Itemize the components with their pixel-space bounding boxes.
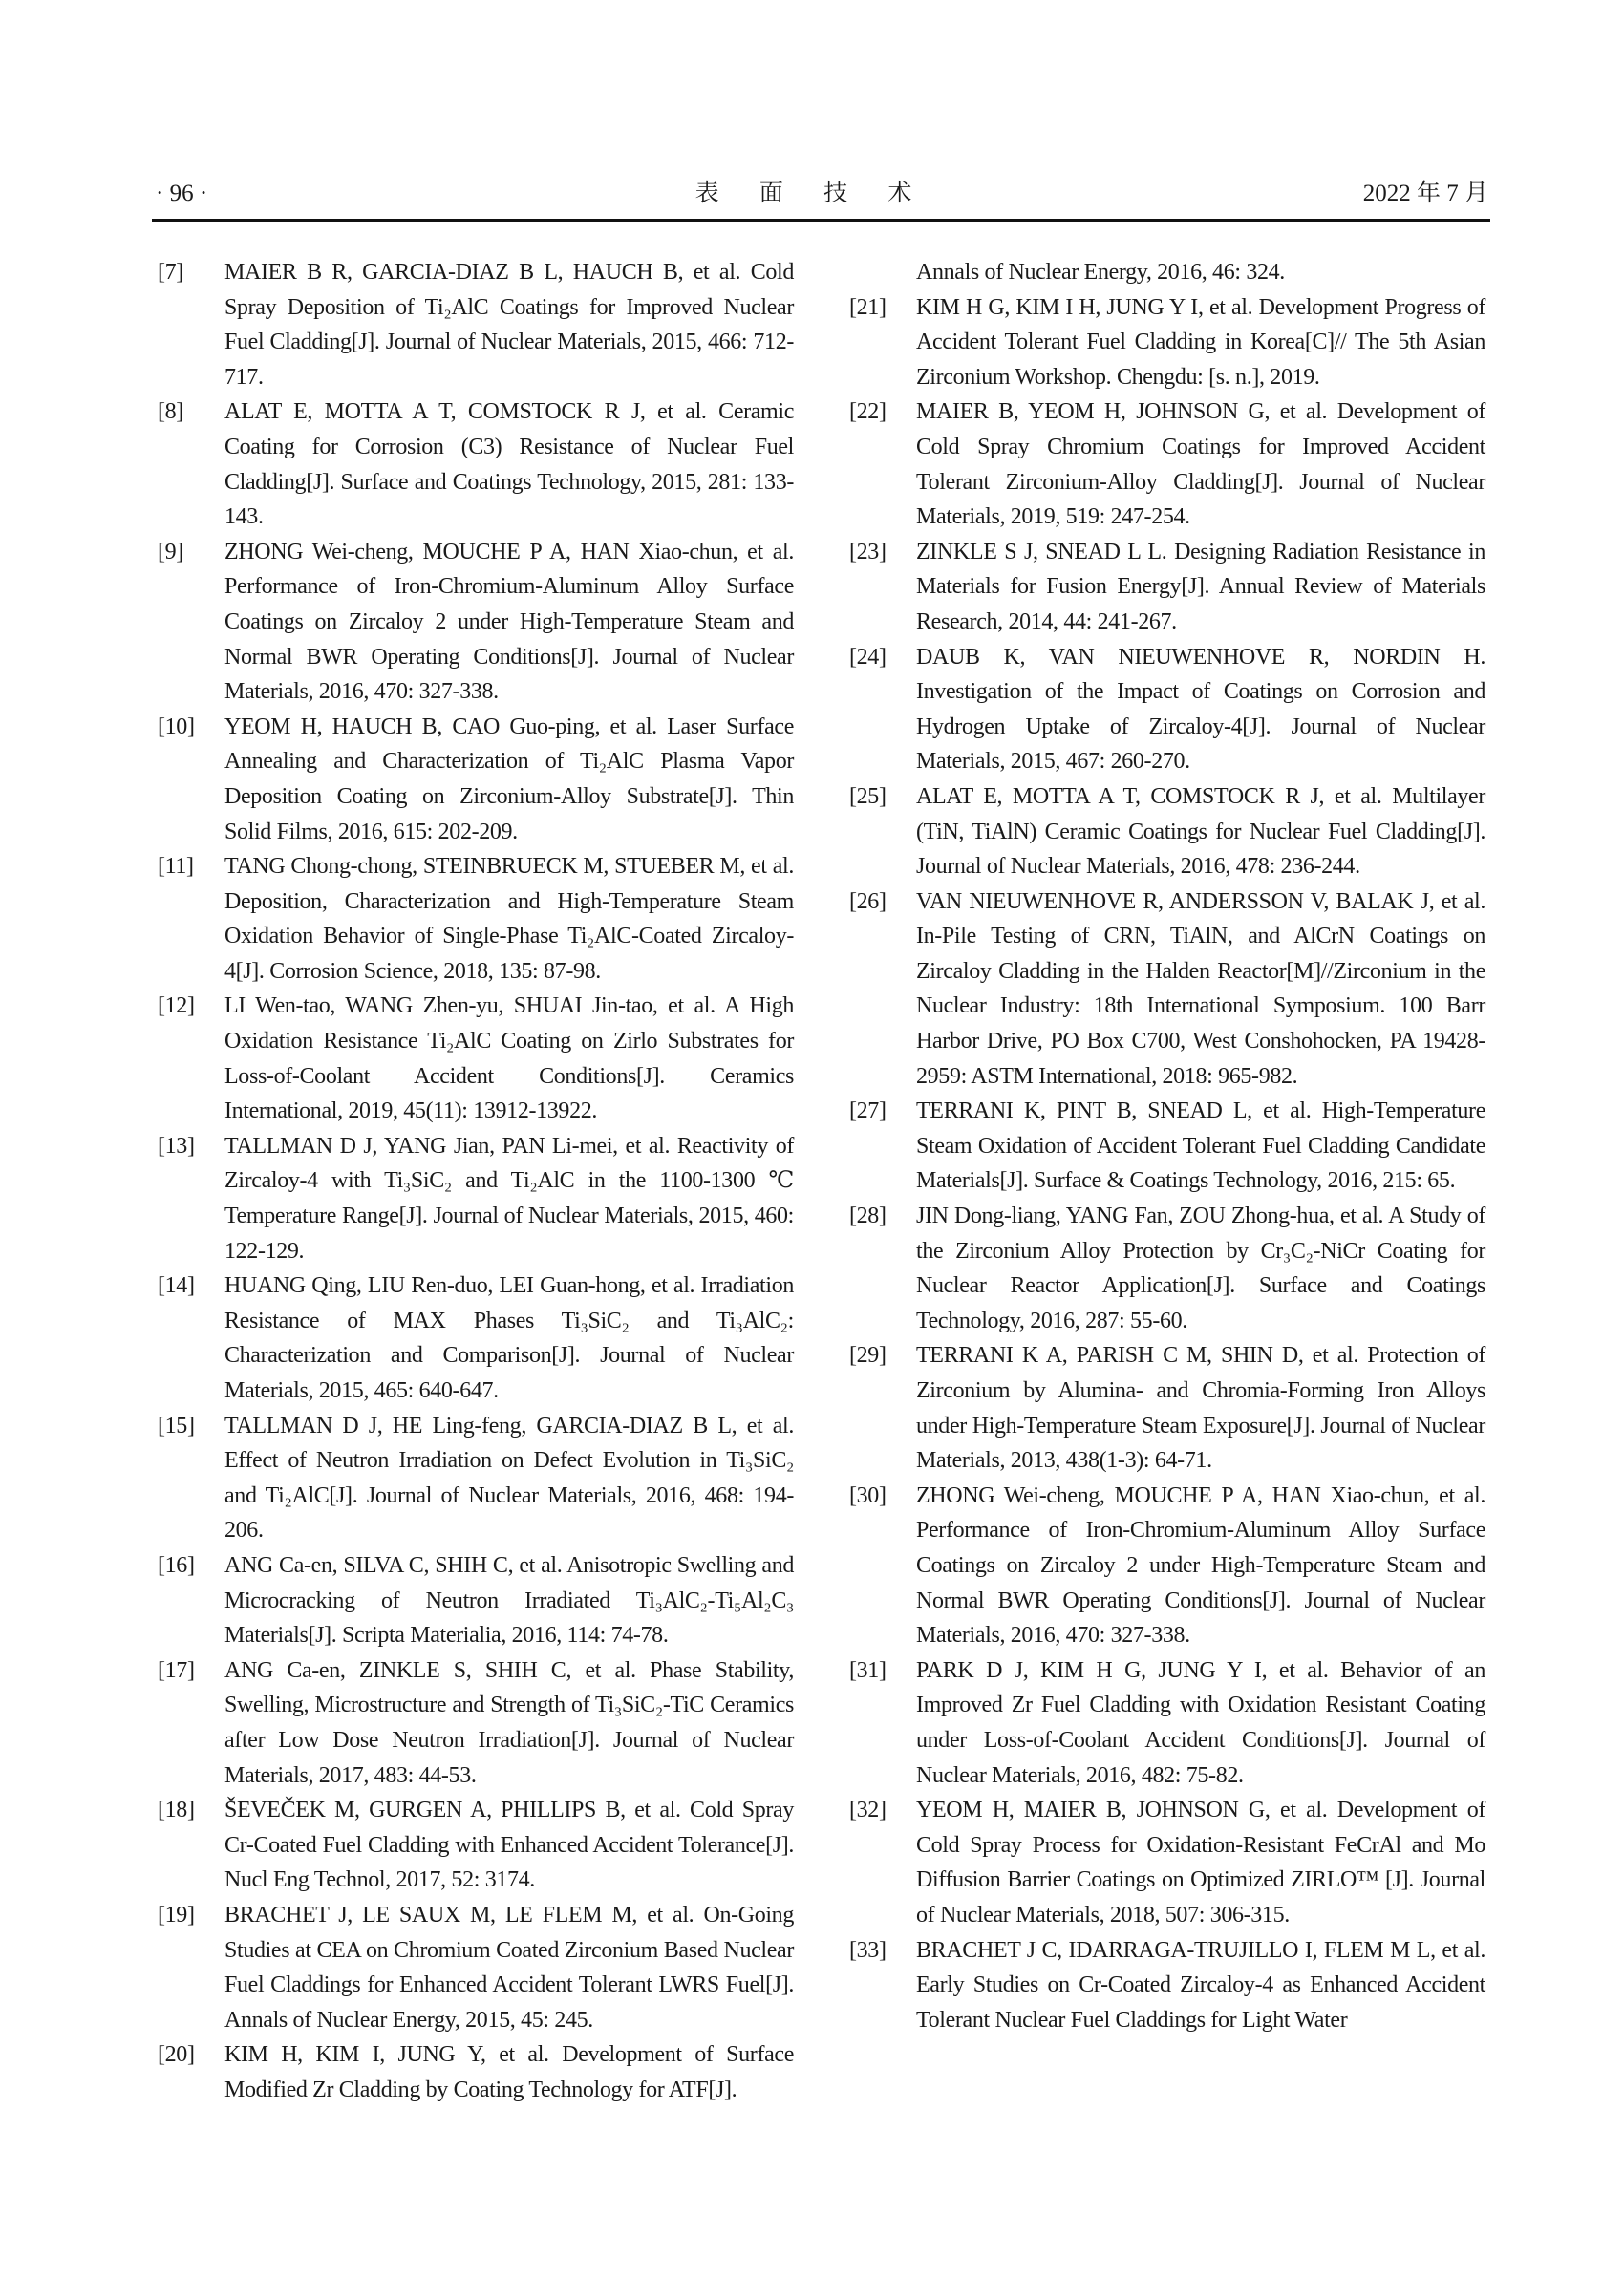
reference-text: TERRANI K A, PARISH C M, SHIN D, et al. Protection of Zirconium by Alumina- and Chromia-Forming Iron Alloys under High-Temperature Steam Exposure[J]. Journal of Nuclear Materials, 2013, 438(1-3): 64-71. (916, 1343, 1485, 1474)
reference-number: [11] (158, 854, 194, 880)
reference-text: KIM H, KIM I, JUNG Y, et al. Development of Surface Modified Zr Cladding by Coating Technology for ATF[J]. (224, 2042, 794, 2102)
reference-number: [10] (158, 714, 195, 739)
reference-item (844, 1338, 1513, 1478)
reference-number: [32] (849, 1798, 887, 1823)
header-rule (152, 219, 1490, 222)
references-left-column (153, 255, 822, 2107)
reference-text: Annals of Nuclear Energy, 2016, 46: 324. (916, 260, 1285, 285)
reference-text: PARK D J, KIM H G, JUNG Y I, et al. Behavior of an Improved Zr Fuel Cladding with Oxidation Resistant Coating under Loss-of-Coolant Accident Conditions[J]. Journal of Nuclear Materials, 2016, 482: 75-82. (916, 1657, 1485, 1788)
reference-text: MAIER B, YEOM H, JOHNSON G, et al. Development of Cold Spray Chromium Coatings for Improved Accident Tolerant Zirconium-Alloy Cladding[J]. Journal of Nuclear Materials, 2019, 519: 247-254. (916, 399, 1485, 530)
reference-text: ŠEVEČEK M, GURGEN A, PHILLIPS B, et al. Cold Spray Cr-Coated Fuel Cladding with Enhanced Accident Tolerance[J]. Nucl Eng Technol, 2017, 52: 3174. (224, 1798, 794, 1893)
reference-number: [16] (158, 1552, 195, 1578)
reference-text: ANG Ca-en, SILVA C, SHIH C, et al. Anisotropic Swelling and Microcracking of Neutron Irradiated Ti₃AlC₂-Ti₅Al₂C₃ Materials[J]. Scripta Materialia, 2016, 114: 74-78. (224, 1552, 794, 1649)
reference-number: [28] (849, 1204, 887, 1229)
reference-item (153, 394, 822, 534)
reference-item (153, 2037, 822, 2107)
reference-text: ZHONG Wei-cheng, MOUCHE P A, HAN Xiao-chun, et al. Performance of Iron-Chromium-Aluminum Alloy Surface Coatings on Zircaloy 2 under High-Temperature Steam and Normal BWR Operating Conditions[J]. Journal of Nuclear Materials, 2016, 470: 327-338. (224, 539, 794, 705)
reference-text: BRACHET J, LE SAUX M, LE FLEM M, et al. On-Going Studies at CEA on Chromium Coated Zirconium Based Nuclear Fuel Claddings for Enhanced Accident Tolerant LWRS Fuel[J]. Annals of Nuclear Energy, 2015, 45: 245. (224, 1902, 794, 2033)
page-number: · 96 · (156, 181, 208, 206)
reference-number: [12] (158, 993, 195, 1019)
reference-number: [20] (158, 2042, 195, 2068)
reference-text: YEOM H, MAIER B, JOHNSON G, et al. Development of Cold Spray Process for Oxidation-Resistant FeCrAl and Mo Diffusion Barrier Coatings on Optimized ZIRLO™ [J]. Journal of Nuclear Materials, 2018, 507: 306-315. (916, 1798, 1485, 1928)
reference-item (844, 535, 1513, 640)
reference-item (844, 394, 1513, 534)
reference-number: [23] (849, 539, 887, 565)
reference-item (844, 1094, 1513, 1199)
issue-date: 2022 年 7 月 (1362, 181, 1488, 206)
reference-item (153, 849, 822, 989)
reference-text: YEOM H, HAUCH B, CAO Guo-ping, et al. Laser Surface Annealing and Characterization of Ti₂AlC Plasma Vapor Deposition Coating on Zirconium-Alloy Substrate[J]. Thin Solid Films, 2016, 615: 202-209. (224, 714, 794, 844)
reference-number: [26] (849, 888, 887, 914)
reference-text: JIN Dong-liang, YANG Fan, ZOU Zhong-hua, et al. A Study of the Zirconium Alloy Protection by Cr₃C₂-NiCr Coating for Nuclear Reactor Application[J]. Surface and Coatings Technology, 2016, 287: 55-60. (916, 1204, 1485, 1333)
reference-text: ZHONG Wei-cheng, MOUCHE P A, HAN Xiao-chun, et al. Performance of Iron-Chromium-Aluminum Alloy Surface Coatings on Zircaloy 2 under High-Temperature Steam and Normal BWR Operating Conditions[J]. Journal of Nuclear Materials, 2016, 470: 327-338. (916, 1482, 1485, 1649)
reference-text: HUANG Qing, LIU Ren-duo, LEI Guan-hong, et al. Irradiation Resistance of MAX Phases Ti₃SiC₂ and Ti₃AlC₂: Characterization and Comparison[J]. Journal of Nuclear Materials, 2015, 465: 640-647. (224, 1273, 794, 1403)
reference-item (153, 1409, 822, 1548)
reference-text: ANG Ca-en, ZINKLE S, SHIH C, et al. Phase Stability, Swelling, Microstructure and Strength of Ti₃SiC₂-TiC Ceramics after Low Dose Neutron Irradiation[J]. Journal of Nuclear Materials, 2017, 483: 44-53. (224, 1657, 794, 1788)
reference-number: [27] (849, 1098, 887, 1124)
reference-text: TERRANI K, PINT B, SNEAD L, et al. High-Temperature Steam Oxidation of Accident Tolerant Fuel Cladding Candidate Materials[J]. Surface & Coatings Technology, 2016, 215: 65. (916, 1098, 1485, 1194)
reference-item (844, 640, 1513, 779)
reference-item (844, 290, 1513, 395)
reference-item (153, 1548, 822, 1653)
reference-item (844, 779, 1513, 884)
reference-text: DAUB K, VAN NIEUWENHOVE R, NORDIN H. Investigation of the Impact of Coatings on Corrosion and Hydrogen Uptake of Zircaloy-4[J]. Journal of Nuclear Materials, 2015, 467: 260-270. (916, 644, 1485, 775)
references-right-column (844, 255, 1513, 2037)
reference-number: [29] (849, 1343, 887, 1369)
reference-item (153, 710, 822, 849)
reference-item (844, 1199, 1513, 1338)
reference-number: [13] (158, 1133, 195, 1159)
reference-number: [30] (849, 1482, 887, 1508)
reference-item (153, 1268, 822, 1408)
reference-number: [25] (849, 783, 887, 809)
journal-title: 表 面 技 术 (694, 181, 930, 206)
reference-text: ALAT E, MOTTA A T, COMSTOCK R J, et al. Ceramic Coating for Corrosion (C3) Resistance of Nuclear Fuel Cladding[J]. Surface and Coatings Technology, 2015, 281: 133-143. (224, 399, 794, 530)
reference-number: [33] (849, 1937, 887, 1963)
reference-item (844, 1933, 1513, 2038)
reference-text: KIM H G, KIM I H, JUNG Y I, et al. Development Progress of Accident Tolerant Fuel Cladding in Korea[C]// The 5th Asian Zirconium Workshop. Chengdu: [s. n.], 2019. (916, 294, 1485, 390)
reference-item (153, 1129, 822, 1268)
reference-number: [24] (849, 644, 887, 670)
reference-number: [31] (849, 1657, 887, 1683)
reference-item (844, 1479, 1513, 1653)
reference-text: VAN NIEUWENHOVE R, ANDERSSON V, BALAK J, et al. In-Pile Testing of CRN, TiAlN, and AlCrN Coatings on Zircaloy Cladding in the Halden Reactor[M]//Zirconium in the Nuclear Industry: 18th International Symposium. 100 Barr Harbor Drive, PO Box C700, West Conshohocken, PA 19428-2959: ASTM International, 2018: 965-982. (916, 888, 1485, 1089)
reference-text: TANG Chong-chong, STEINBRUECK M, STUEBER M, et al. Deposition, Characterization and High-Temperature Steam Oxidation Behavior of Single-Phase Ti₂AlC-Coated Zircaloy-4[J]. Corrosion Science, 2018, 135: 87-98. (224, 854, 794, 984)
reference-item (844, 1653, 1513, 1793)
reference-number: [15] (158, 1413, 195, 1438)
reference-number: [17] (158, 1657, 195, 1683)
reference-text: LI Wen-tao, WANG Zhen-yu, SHUAI Jin-tao, et al. A High Oxidation Resistance Ti₂AlC Coating on Zirlo Substrates for Loss-of-Coolant Accident Conditions[J]. Ceramics International, 2019, 45(11): 13912-13922. (224, 993, 794, 1124)
reference-item (153, 255, 822, 394)
reference-text: MAIER B R, GARCIA-DIAZ B L, HAUCH B, et al. Cold Spray Deposition of Ti₂AlC Coatings for Improved Nuclear Fuel Cladding[J]. Journal of Nuclear Materials, 2015, 466: 712-717. (224, 260, 794, 390)
reference-number: [22] (849, 399, 887, 425)
reference-number: [19] (158, 1902, 195, 1928)
reference-number: [18] (158, 1798, 195, 1823)
reference-text: ALAT E, MOTTA A T, COMSTOCK R J, et al. Multilayer (TiN, TiAlN) Ceramic Coatings for Nuclear Fuel Cladding[J]. Journal of Nuclear Materials, 2016, 478: 236-244. (916, 783, 1485, 880)
reference-item (153, 1898, 822, 2037)
reference-continuation (844, 255, 1513, 290)
reference-item (153, 535, 822, 710)
reference-text: ZINKLE S J, SNEAD L L. Designing Radiation Resistance in Materials for Fusion Energy[J]. Annual Review of Materials Research, 2014, 44: 241-267. (916, 539, 1485, 634)
reference-number: [21] (849, 294, 887, 320)
reference-item (153, 989, 822, 1128)
reference-item (153, 1653, 822, 1793)
reference-text: TALLMAN D J, YANG Jian, PAN Li-mei, et al. Reactivity of Zircaloy-4 with Ti₃SiC₂ and Ti₂AlC in the 1100-1300 ℃ Temperature Range[J]. Journal of Nuclear Materials, 2015, 460: 122-129. (224, 1133, 794, 1264)
reference-number: [14] (158, 1273, 195, 1299)
reference-item (153, 1793, 822, 1898)
reference-item (844, 1793, 1513, 1932)
reference-number: [9] (158, 539, 183, 565)
reference-text: BRACHET J C, IDARRAGA-TRUJILLO I, FLEM M L, et al. Early Studies on Cr-Coated Zircaloy-4 as Enhanced Accident Tolerant Nuclear Fuel Claddings for Light Water (916, 1937, 1485, 2033)
reference-number: [8] (158, 399, 183, 425)
reference-text: TALLMAN D J, HE Ling-feng, GARCIA-DIAZ B L, et al. Effect of Neutron Irradiation on Defect Evolution in Ti₃SiC₂ and Ti₂AlC[J]. Journal of Nuclear Materials, 2016, 468: 194-206. (224, 1413, 794, 1544)
reference-item (844, 884, 1513, 1095)
reference-number: [7] (158, 260, 183, 285)
